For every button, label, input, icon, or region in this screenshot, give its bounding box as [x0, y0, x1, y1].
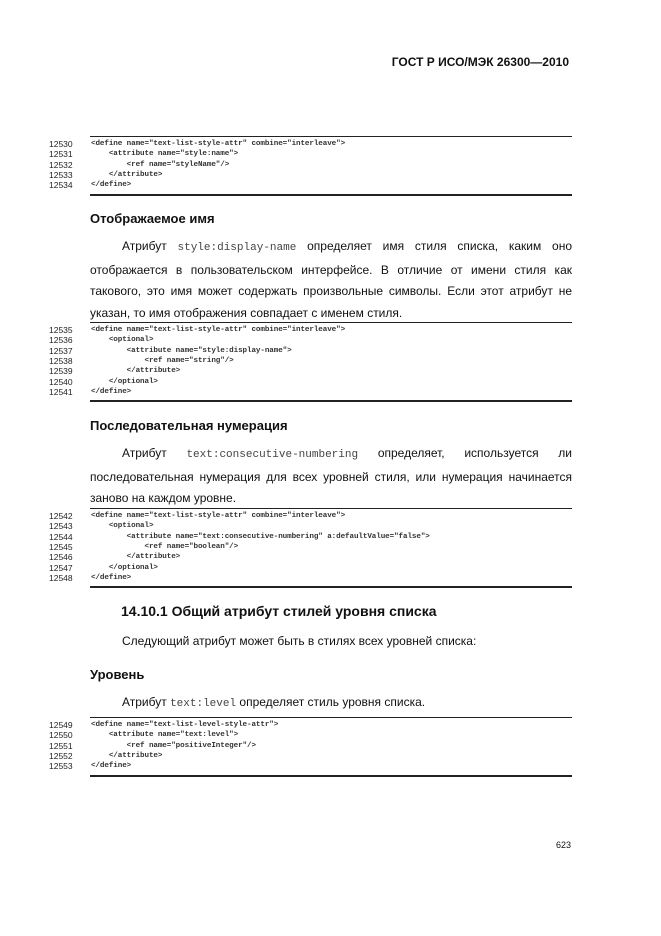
code-line [0, 139, 661, 149]
code-line [0, 761, 661, 771]
code-text: </optional> [91, 563, 158, 572]
code-line [0, 346, 661, 356]
line-number: 12534 [49, 180, 73, 191]
code-text: </define> [91, 181, 132, 190]
code-line [0, 325, 661, 335]
code-line [0, 741, 661, 751]
heading-display-name: Отображаемое имя [90, 211, 215, 226]
code-block-bottom-rule [90, 194, 572, 196]
code-line [0, 730, 661, 740]
code-block-top-rule [90, 322, 572, 323]
paragraph-consecutive-numbering [90, 443, 572, 510]
heading-level: Уровень [90, 667, 145, 682]
paragraph-section-14-10-1: Следующий атрибут может быть в стилях всех уровней списка: [122, 634, 477, 648]
code-line [0, 542, 661, 552]
code-line [0, 149, 661, 159]
code-text: <attribute name="text:consecutive-numbering" a:defaultValue="false"> [91, 532, 430, 541]
code-text: <attribute name="text:level"> [91, 731, 239, 740]
inline-code-text-level: text:level [170, 698, 237, 710]
code-text: <define name="text-list-style-attr" combine="interleave"> [91, 512, 346, 520]
line-number: 12531 [49, 149, 73, 160]
line-number: 12540 [49, 376, 73, 387]
code-line [0, 720, 661, 730]
code-text: <define name="text-list-style-attr" combine="interleave"> [91, 326, 346, 334]
code-text: <ref name="styleName"/> [91, 160, 230, 169]
code-line [0, 552, 661, 562]
line-number: 12543 [49, 521, 73, 532]
line-number: 12541 [49, 386, 73, 397]
code-line [0, 170, 661, 180]
code-block-top-rule [90, 717, 572, 718]
code-text: <ref name="string"/> [91, 356, 234, 365]
heading-section-14-10-1: 14.10.1 Общий атрибут стилей уровня списка [121, 603, 437, 619]
code-block-bottom-rule [90, 775, 572, 777]
inline-code-text-consecutive-numbering: text:consecutive-numbering [186, 449, 359, 461]
code-line [0, 366, 661, 376]
line-number: 12539 [49, 366, 73, 377]
code-text: <ref name="boolean"/> [91, 542, 239, 551]
document-header: ГОСТ Р ИСО/МЭК 26300—2010 [391, 55, 569, 69]
line-number: 12535 [49, 325, 73, 335]
code-text: </attribute> [91, 553, 181, 562]
code-line [0, 335, 661, 345]
line-number: 12552 [49, 750, 73, 761]
code-text: <attribute name="style:name"> [91, 150, 239, 159]
line-number: 12532 [49, 159, 73, 170]
paragraph-text: определяет, используется ли последовательная нумерация для всех уровней стиля, или нумерация начинается заново на каждом уровне. [90, 446, 573, 505]
line-number: 12542 [49, 511, 73, 521]
code-block-bottom-rule [90, 586, 572, 588]
code-block-top-rule [90, 508, 572, 509]
code-text: <optional> [91, 522, 154, 531]
line-number: 12548 [49, 572, 73, 583]
code-line [0, 532, 661, 542]
inline-code-style-display-name: style:display-name [177, 242, 297, 254]
line-number: 12553 [49, 761, 73, 772]
paragraph-text: Атрибут [122, 446, 187, 460]
code-line [0, 511, 661, 521]
code-text: </define> [91, 387, 132, 396]
code-block-bottom-rule [90, 400, 572, 402]
line-number: 12533 [49, 169, 73, 180]
page-number: 623 [555, 840, 571, 850]
paragraph-text: определяет стиль уровня списка. [236, 695, 426, 709]
code-text: </attribute> [91, 170, 163, 179]
code-line [0, 387, 661, 397]
code-text: </attribute> [91, 367, 181, 376]
paragraph-text: Атрибут [122, 239, 178, 253]
line-number: 12549 [49, 720, 73, 730]
line-number: 12530 [49, 139, 73, 149]
line-number: 12538 [49, 355, 73, 366]
paragraph-text: Атрибут [122, 695, 171, 709]
code-line [0, 573, 661, 583]
code-line [0, 377, 661, 387]
line-number: 12546 [49, 552, 73, 563]
code-text: </define> [91, 762, 132, 771]
line-number: 12545 [49, 541, 73, 552]
code-line [0, 160, 661, 170]
heading-consecutive-numbering: Последовательная нумерация [90, 418, 288, 433]
line-number: 12536 [49, 335, 73, 346]
code-line [0, 563, 661, 573]
code-text: </optional> [91, 377, 158, 386]
code-line [0, 521, 661, 531]
code-text: </define> [91, 573, 132, 582]
code-text: <define name="text-list-level-style-attr"> [91, 721, 279, 729]
line-number: 12550 [49, 730, 73, 741]
code-line [0, 356, 661, 366]
paragraph-level [122, 695, 425, 710]
code-line [0, 751, 661, 761]
code-text: <optional> [91, 336, 154, 345]
paragraph-display-name [90, 236, 572, 324]
code-text: <define name="text-list-style-attr" combine="interleave"> [91, 140, 346, 148]
code-line [0, 180, 661, 190]
code-text: <ref name="positiveInteger"/> [91, 741, 256, 750]
code-text: </attribute> [91, 751, 163, 760]
line-number: 12537 [49, 345, 73, 356]
line-number: 12547 [49, 562, 73, 573]
line-number: 12551 [49, 740, 73, 751]
line-number: 12544 [49, 531, 73, 542]
code-text: <attribute name="style:display-name"> [91, 346, 292, 355]
code-block-top-rule [90, 136, 572, 137]
paragraph-text: определяет имя стиля списка, каким оно отображается в пользовательском интерфейсе. В отличие от имени стиля как такового, это имя может содержать произвольные символы. Если этот атрибут не указан, то имя отображения совпадает с именем стиля. [90, 239, 572, 320]
